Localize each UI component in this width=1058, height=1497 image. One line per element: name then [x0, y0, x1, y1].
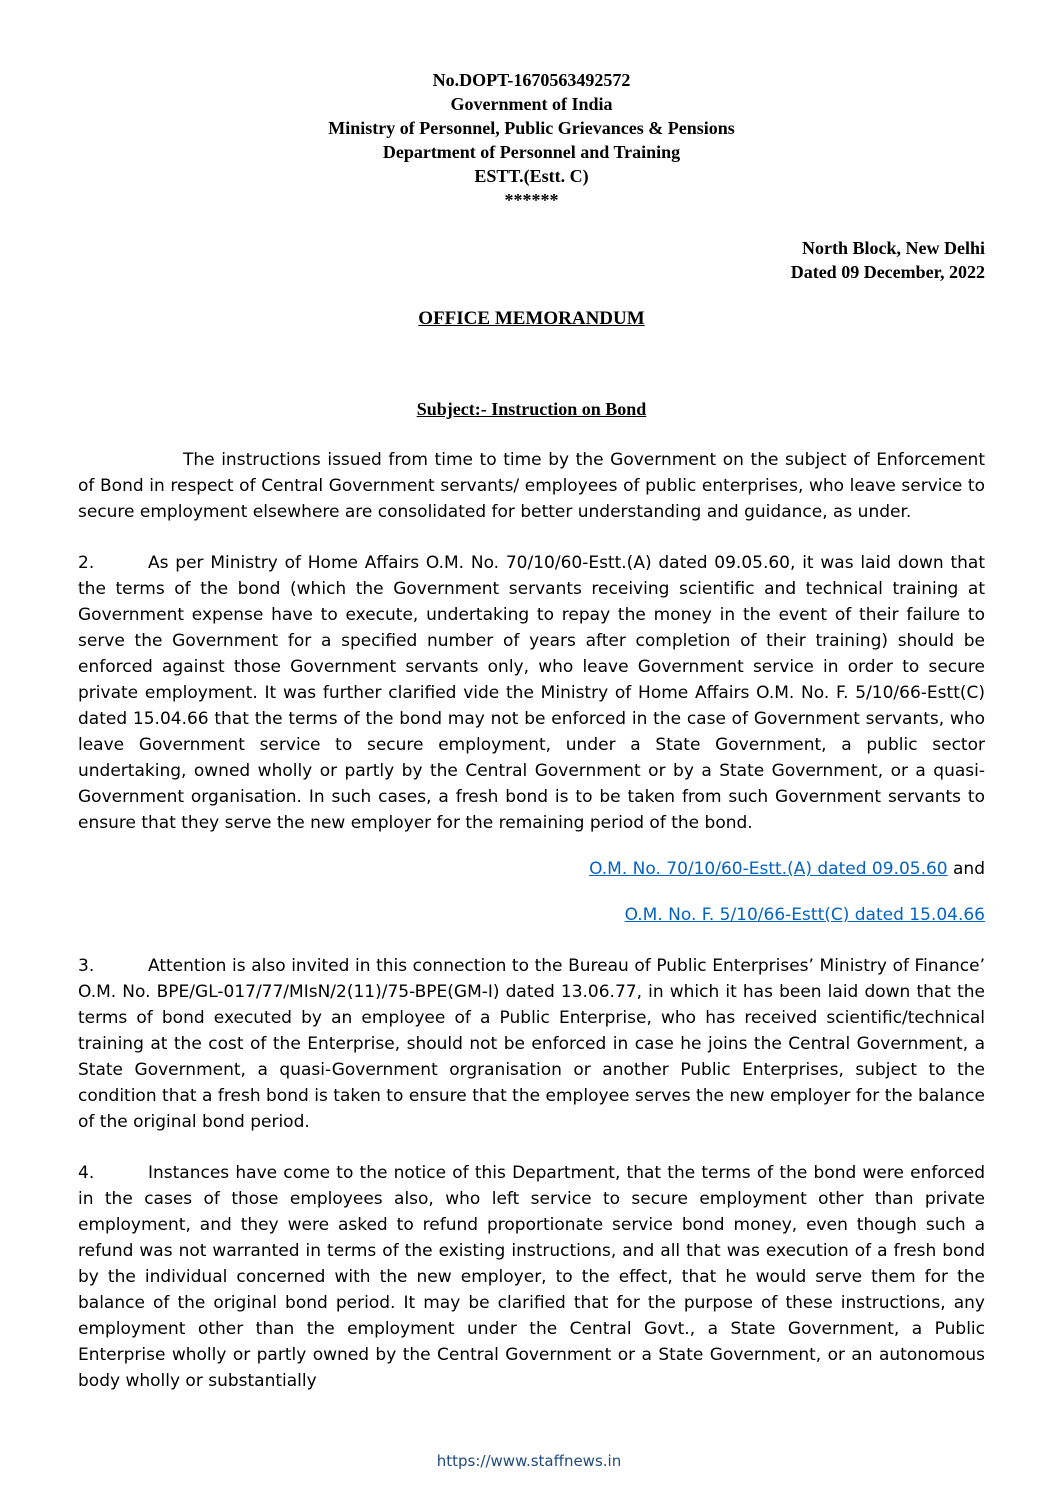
om-reference-1 [78, 856, 985, 882]
date-text: Dated 09 December, 2022 [790, 262, 985, 282]
subject-text: Subject:- Instruction on Bond [416, 399, 647, 419]
om-reference-2 [78, 902, 985, 928]
dateline [78, 236, 985, 284]
paragraph-2-number: 2. [78, 553, 95, 573]
memo-title [78, 306, 985, 332]
paragraph-2 [78, 550, 985, 836]
footer-url-link[interactable]: https://www.staffnews.in [436, 1452, 622, 1470]
om-link-2[interactable]: O.M. No. F. 5/10/66-Estt(C) dated 15.04.66 [624, 905, 985, 925]
paragraph-4-number: 4. [78, 1163, 95, 1183]
department-line: Department of Personnel and Training [382, 142, 681, 162]
place-text: North Block, New Delhi [802, 238, 985, 258]
ministry-line: Ministry of Personnel, Public Grievances & Pensions [328, 118, 735, 138]
government-line: Government of India [450, 94, 613, 114]
office-line: ESTT.(Estt. C) [474, 166, 589, 186]
paragraph-1: The instructions issued from time to time by the Government on the subject of Enforcement of Bond in respect of Central Government servants/ employees of public enterprises, who leave service to secure employment elsewhere are consolidated for better understanding and guidance, as under. [78, 450, 985, 522]
om-link-1-suffix: and [947, 859, 985, 879]
paragraph-3 [78, 953, 985, 1135]
paragraph-4 [78, 1160, 985, 1394]
page-footer [0, 1451, 1058, 1471]
om-link-1[interactable]: O.M. No. 70/10/60-Estt.(A) dated 09.05.60 [589, 859, 948, 879]
paragraph-3-number: 3. [78, 956, 95, 976]
paragraph-2-text: As per Ministry of Home Affairs O.M. No. 70/10/60-Estt.(A) dated 09.05.60, it was laid down that the terms of the bond (which the Government servants receiving scientific and technical training at Government expense have to execute, undertaking to repay the money in the event of their failure to serve the Government for a specified number of years after completion of their training) should be enforced against those Government servants only, who leave Government service in order to secure private employment. It was further clarified vide the Ministry of Home Affairs O.M. No. F. 5/10/66-Estt(C) dated 15.04.66 that the terms of the bond may not be enforced in the case of Government servants, who leave Government service to secure employment, under a State Government, a public sector undertaking, owned wholly or partly by the Central Government or by a State Government, or a quasi-Government organisation. In such cases, a fresh bond is to be taken from such Government servants to ensure that they serve the new employer for the remaining period of the bond. [78, 553, 985, 833]
letterhead [78, 68, 985, 212]
memo-title-text: OFFICE MEMORANDUM [418, 308, 645, 329]
stars-separator: ****** [504, 190, 559, 210]
subject-line [78, 396, 985, 422]
reference-number: No.DOPT-1670563492572 [432, 70, 631, 90]
paragraph-4-text: Instances have come to the notice of this Department, that the terms of the bond were enforced in the cases of those employees also, who left service to secure employment other than private employment, and they were asked to refund proportionate service bond money, even though such a refund was not warranted in terms of the existing instructions, and all that was execution of a fresh bond by the individual concerned with the new employer, to the effect, that he would serve them for the balance of the original bond period. It may be clarified that for the purpose of these instructions, any employment other than the employment under the Central Govt., a State Government, a Public Enterprise wholly or partly owned by the Central Government or a State Government, or an autonomous body wholly or substantially [78, 1163, 985, 1391]
paragraph-3-text: Attention is also invited in this connection to the Bureau of Public Enterprises’ Ministry of Finance’ O.M. No. BPE/GL-017/77/MIsN/2(11)/75-BPE(GM-I) dated 13.06.77, in which it has been laid down that the terms of bond executed by an employee of a Public Enterprise, who has received scientific/technical training at the cost of the Enterprise, should not be enforced in case he joins the Central Government, a State Government, a quasi-Government orgranisation or another Public Enterprises, subject to the condition that a fresh bond is taken to ensure that the employee serves the new employer for the balance of the original bond period. [78, 956, 985, 1132]
